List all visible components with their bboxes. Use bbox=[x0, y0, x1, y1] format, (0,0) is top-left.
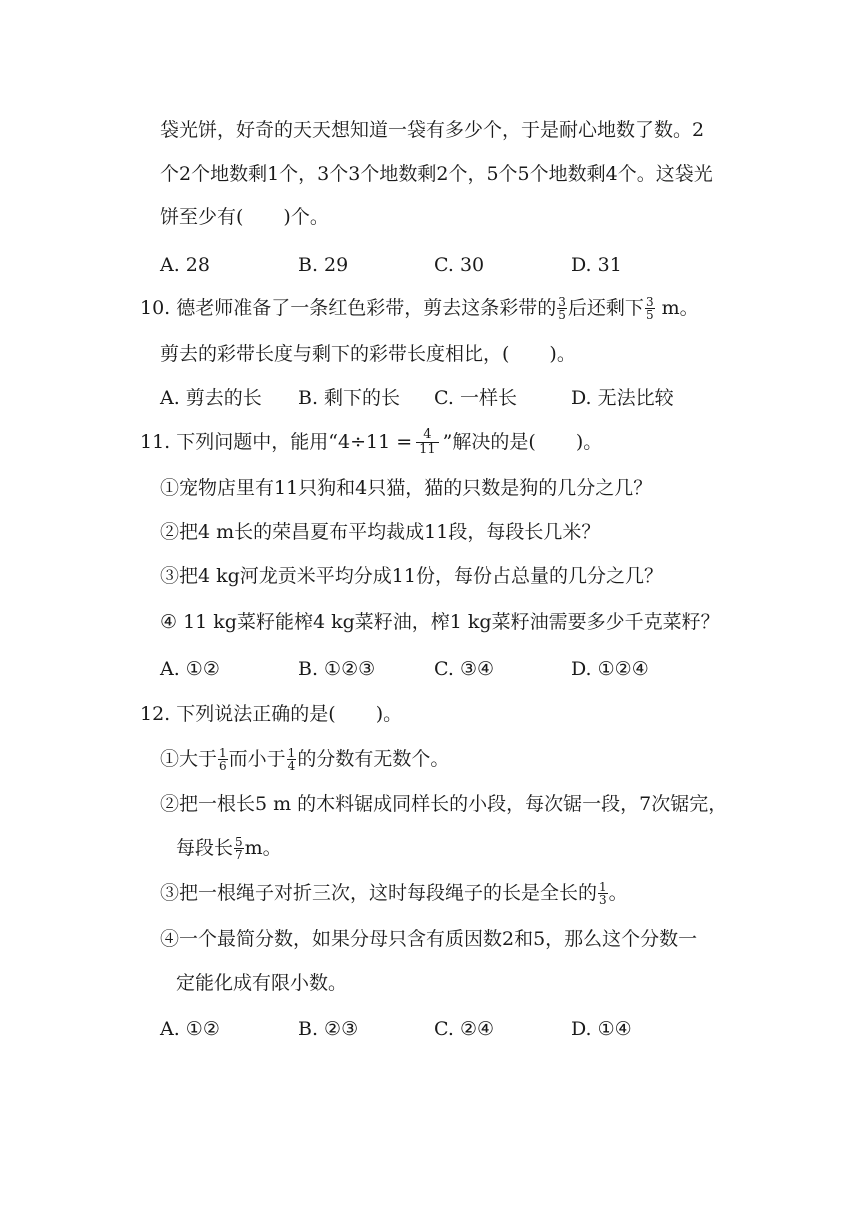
q9-line-1: 袋光饼，好奇的天天想知道一袋有多少个，于是耐心地数了数。2 bbox=[160, 119, 705, 141]
numerator: 3 bbox=[645, 294, 654, 309]
q12-statement-4-line-2: 定能化成有限小数。 bbox=[176, 972, 348, 994]
q9-option-c: C. 30 bbox=[434, 254, 485, 276]
q9-line-3-text: 饼至少有( bbox=[160, 206, 244, 228]
q11-text-b: ”解决的是( bbox=[442, 431, 536, 453]
q12-option-c: C. ②④ bbox=[434, 1018, 495, 1040]
denominator: 11 bbox=[416, 442, 439, 457]
question-number: 11. bbox=[140, 431, 171, 453]
denominator: 7 bbox=[235, 847, 243, 862]
numerator: 5 bbox=[235, 834, 243, 849]
s2-text-a: 每段长 bbox=[176, 837, 234, 859]
q12-option-a: A. ①② bbox=[160, 1018, 220, 1040]
numerator: 1 bbox=[287, 745, 296, 760]
q12-statement-1 bbox=[160, 745, 449, 773]
q12-option-d: D. ①④ bbox=[571, 1018, 632, 1040]
q9-option-a: A. 28 bbox=[160, 254, 210, 276]
s1-text-b: 而小于 bbox=[228, 748, 286, 770]
fraction bbox=[598, 881, 608, 906]
q12-option-b: B. ②③ bbox=[298, 1018, 359, 1040]
denominator: 6 bbox=[219, 758, 227, 773]
q12-line-1 bbox=[140, 700, 402, 728]
question-number: 10. bbox=[140, 297, 171, 319]
q11-option-b: B. ①②③ bbox=[298, 658, 376, 680]
q11-option-c: C. ③④ bbox=[434, 658, 495, 680]
q12-statement-4-line-1: ④一个最简分数，如果分母只含有质因数2和5，那么这个分数一 bbox=[160, 928, 698, 950]
q10-text-b: 后还剩下 bbox=[567, 297, 644, 319]
q10-line-2 bbox=[160, 340, 576, 368]
denominator: 3 bbox=[599, 892, 607, 907]
q12-text-end: )。 bbox=[375, 703, 403, 725]
q11-item-4: ④ 11 kg菜籽能榨4 kg菜籽油，榨1 kg菜籽油需要多少千克菜籽？ bbox=[160, 611, 720, 633]
q10-option-d: D. 无法比较 bbox=[571, 387, 674, 409]
q10-line-2-end: )。 bbox=[549, 343, 576, 365]
q11-item-3: ③把4 kg河龙贡米平均分成11份，每份占总量的几分之几？ bbox=[160, 565, 663, 587]
q12-statement-2-line-1: ②把一根长5 m 的木料锯成同样长的小段，每次锯一段，7次锯完， bbox=[160, 793, 728, 815]
q10-text: 德老师准备了一条红色彩带，剪去这条彩带的 bbox=[176, 297, 557, 319]
q12-text: 下列说法正确的是( bbox=[176, 703, 336, 725]
denominator: 5 bbox=[645, 307, 654, 322]
question-number: 12. bbox=[140, 703, 171, 725]
fraction bbox=[416, 428, 439, 457]
q11-option-a: A. ①② bbox=[160, 658, 220, 680]
s1-text-a: ①大于 bbox=[160, 748, 218, 770]
numerator: 3 bbox=[558, 294, 566, 309]
numerator: 4 bbox=[423, 426, 432, 442]
q10-unit: m。 bbox=[655, 297, 699, 319]
q9-line-3 bbox=[160, 203, 329, 231]
q11-option-d: D. ①②④ bbox=[571, 658, 649, 680]
q10-option-c: C. 一样长 bbox=[434, 387, 517, 409]
numerator: 1 bbox=[599, 879, 607, 894]
fraction bbox=[234, 836, 244, 861]
s3-text-a: ③把一根绳子对折三次，这时每段绳子的长是全长的 bbox=[160, 882, 598, 904]
q9-line-3-end: )个。 bbox=[283, 206, 329, 228]
q10-option-a: A. 剪去的长 bbox=[160, 387, 262, 409]
q11-text-end: )。 bbox=[575, 431, 603, 453]
q11-item-2: ②把4 m长的荣昌夏布平均裁成11段，每段长几米？ bbox=[160, 521, 601, 543]
fraction bbox=[287, 747, 297, 772]
s1-text-c: 的分数有无数个。 bbox=[297, 748, 450, 770]
q12-statement-3 bbox=[160, 879, 628, 907]
fraction bbox=[557, 296, 567, 321]
s3-text-b: 。 bbox=[608, 882, 628, 904]
q12-statement-2-line-2 bbox=[176, 834, 282, 862]
fraction bbox=[218, 747, 228, 772]
numerator: 1 bbox=[219, 745, 227, 760]
s2-text-b: m。 bbox=[244, 837, 282, 859]
q10-line-2-text: 剪去的彩带长度与剩下的彩带长度相比，( bbox=[160, 343, 510, 365]
q11-line-1 bbox=[140, 428, 602, 456]
q11-item-1: ①宠物店里有11只狗和4只猫，猫的只数是狗的几分之几？ bbox=[160, 477, 653, 499]
q10-option-b: B. 剩下的长 bbox=[298, 387, 401, 409]
denominator: 4 bbox=[287, 758, 296, 773]
fraction bbox=[645, 296, 655, 321]
q9-option-d: D. 31 bbox=[571, 254, 622, 276]
q11-text: 下列问题中，能用“4÷11 = bbox=[176, 431, 413, 453]
q9-option-b: B. 29 bbox=[298, 254, 349, 276]
q9-line-2: 个2个地数剩1个，3个3个地数剩2个，5个5个地数剩4个。这袋光 bbox=[160, 163, 713, 185]
denominator: 5 bbox=[558, 307, 566, 322]
q10-line-1 bbox=[140, 294, 699, 322]
